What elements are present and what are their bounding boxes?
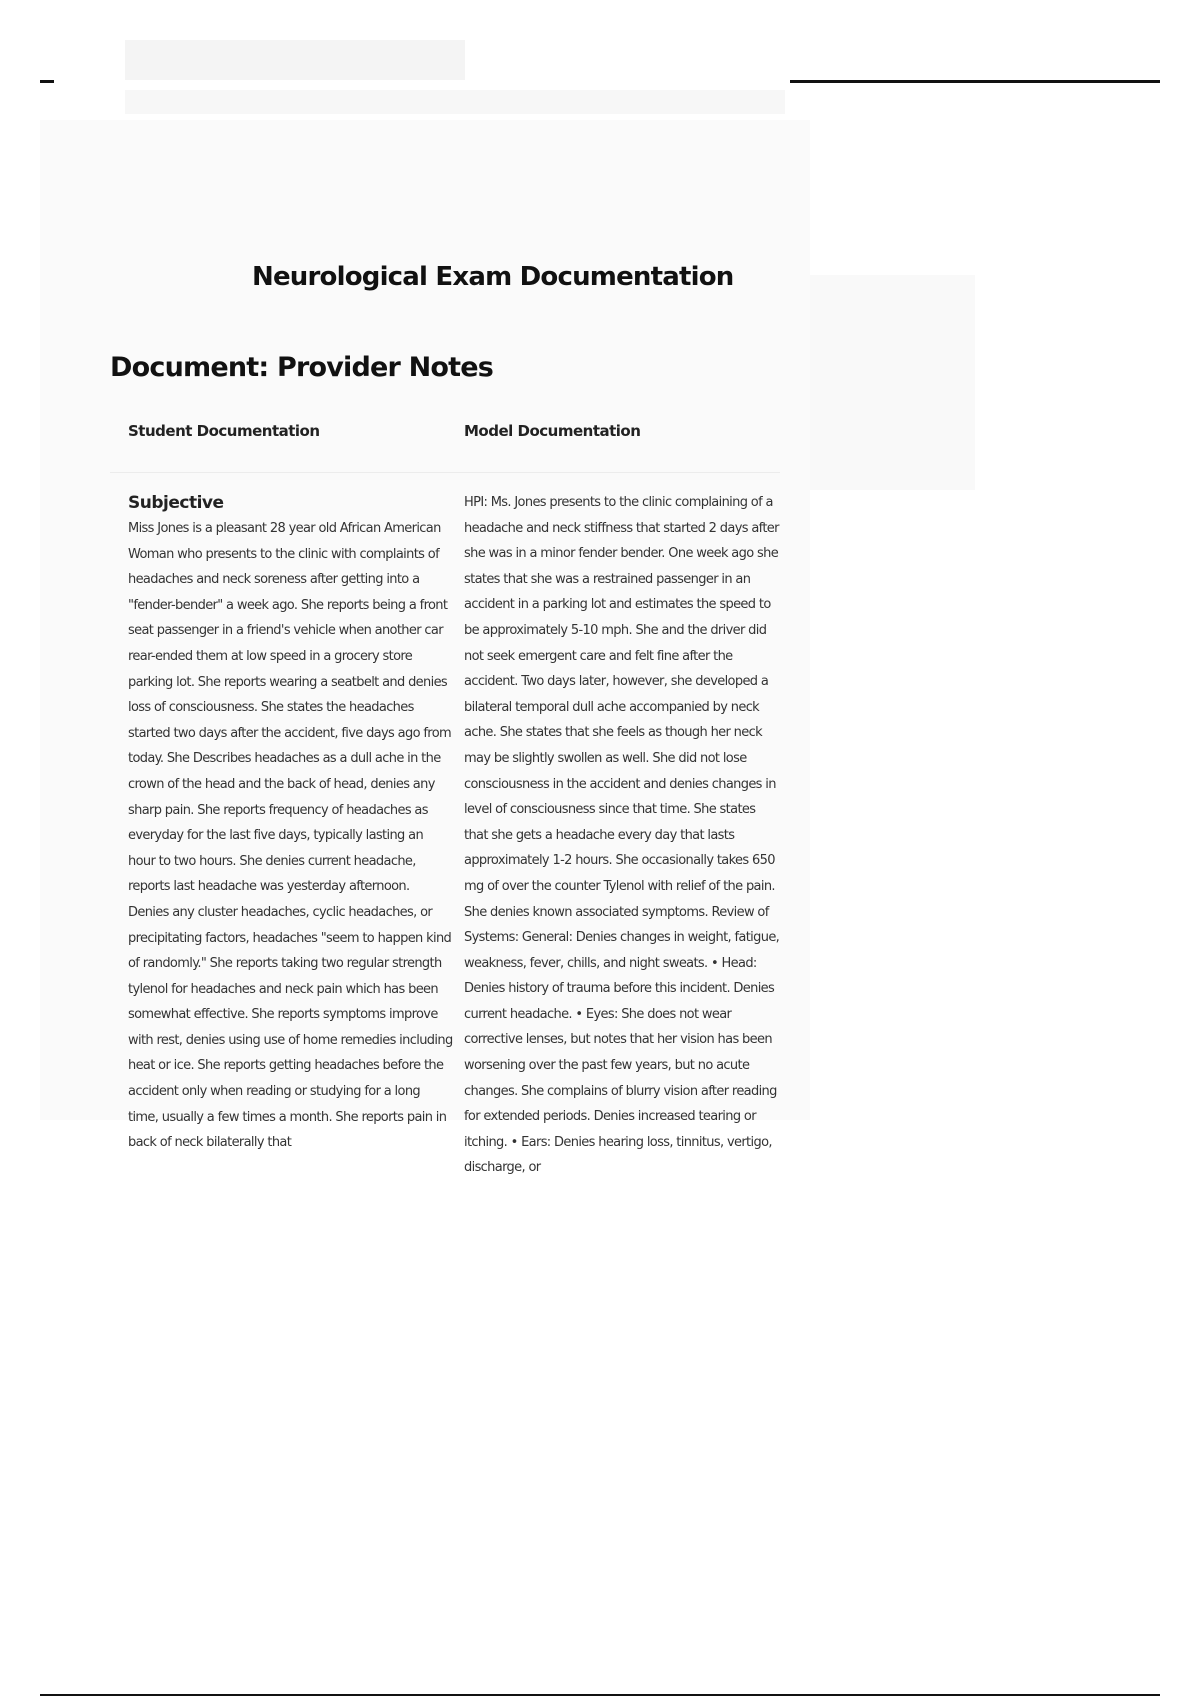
top-left-tick (40, 80, 54, 83)
model-documentation-text: HPI: Ms. Jones presents to the clinic complaining of a headache and neck stiffness that started 2 days after she was in a minor fender bender. One week ago she states that she was a restrained passenger in an accident in a parking lot and estimates the speed to be approximately 5-10 mph. She and the driver did not seek emergent care and felt fine after the accident. Two days later, however, she developed a bilateral temporal dull ache accompanied by neck ache. She states that she feels as though her neck may be slightly swollen as well. She did not lose consciousness in the accident and denies changes in level of consciousness since that time. She states that she gets a headache every day that lasts approximately 1-2 hours. She occasionally takes 650 mg of over the counter Tylenol with relief of the pain. She denies known associated symptoms. Review of Systems: General: Denies changes in weight, fatigue, weakness, fever, chills, and night sweats. • Head: Denies history of trauma before this incident. Denies current headache. • Eyes: She does not wear corrective lenses, but notes that her vision has been worsening over the past few years, but no acute changes. She complains of blurry vision after reading for extended periods. Denies increased tearing or itching. • Ears: Denies hearing loss, tinnitus, vertigo, discharge, or (464, 495, 780, 1176)
bottom-rule (40, 1694, 1160, 1696)
model-documentation-column (464, 490, 782, 1176)
side-panel (790, 275, 975, 490)
subjective-heading: Subjective (128, 493, 224, 513)
student-documentation-text: Miss Jones is a pleasant 28 year old African American Woman who presents to the clinic with complaints of headaches and neck soreness after getting into a "fender-bender" a week ago. She reports being a front seat passenger in a friend's vehicle when another car rear-ended them at low speed in a grocery store parking lot. She reports wearing a seatbelt and denies loss of consciousness. She states the headaches started two days after the accident, five days ago from today. She Describes headaches as a dull ache in the crown of the head and the back of head, denies any sharp pain. She reports frequency of headaches as everyday for the last five days, typically lasting an hour to two hours. She denies current headache, reports last headache was yesterday afternoon. Denies any cluster headaches, cyclic headaches, or precipitating factors, headaches "seem to happen kind of randomly." She reports taking two regular strength tylenol for headaches and neck pain which has been somewhat effective. She reports symptoms improve with rest, denies using use of home remedies including heat or ice. She reports getting headaches before the accident only when reading or studying for a long time, usually a few times a month. She reports pain in back of neck bilaterally that (128, 521, 453, 1151)
document-title: Neurological Exam Documentation (252, 262, 734, 292)
header-watermark (125, 40, 465, 80)
model-documentation-header: Model Documentation (464, 422, 641, 440)
student-documentation-header: Student Documentation (128, 422, 320, 440)
header-watermark-subline (125, 90, 785, 114)
column-header-divider (110, 472, 780, 473)
document-subtitle: Document: Provider Notes (110, 352, 494, 383)
student-documentation-column (128, 490, 453, 1151)
top-rule (790, 80, 1160, 83)
